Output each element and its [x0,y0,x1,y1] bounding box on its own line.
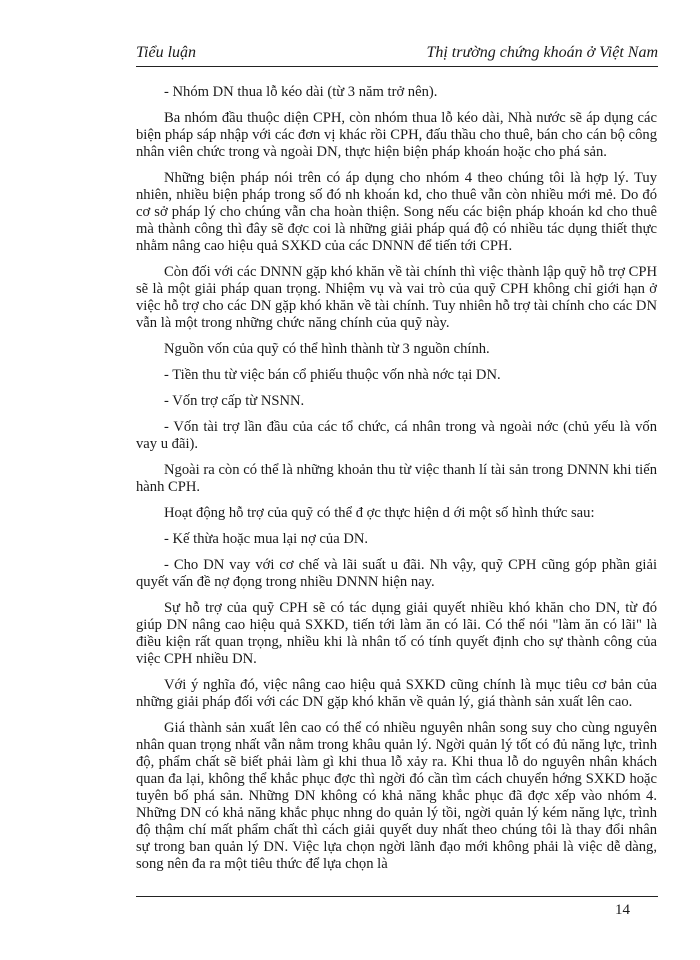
paragraph: - Kế thừa hoặc mua lại nợ của DN. [164,531,369,547]
paragraph: Ba nhóm đầu thuộc diện CPH, còn nhóm thua lỗ kéo dài, Nhà nước sẽ áp dụng các biện pháp sáp nhập với các đơn vị khác rồi CPH, đấu thầu cho thuê, bán cho cán bộ công nhân viên chức trong và ngoài DN, thực hiện biện pháp khoán hoặc cho phá sản. [136,110,657,160]
header-divider [136,66,658,67]
paragraph: - Tiền thu từ việc bán cổ phiếu thuộc vốn nhà nớc tại DN. [164,367,501,383]
paragraph: Giá thành sản xuất lên cao có thể có nhiều nguyên nhân song suy cho cùng nguyên nhân quan trọng nhất vẫn nằm trong khâu quản lý. Ngời quản lý tốt có đủ năng lực, trình độ, phẩm chất sẽ biết phải làm gì khi thua lỗ xảy ra. Khi thua lỗ do nguyên nhân khách quan đa lại, không thể khắc phục đợc thì ngời đó cần tìm cách chuyển hớng SXKD hoặc tuyên bố phá sản. Những DN không có khả năng khắc phục đã đợc xếp vào nhóm 4. Những DN có khả năng khắc phục nhng do quản lý tồi, ngời quản lý kém năng lực, trình độ thậm chí mất phẩm chất thì cách giải quyết duy nhất theo chúng tôi là thay đổi nhân sự trong ban quản lý DN. Việc lựa chọn ngời lãnh đạo mới không phải là việc dễ dàng, song nên đa ra một tiêu thức để lựa chọn là [136,720,657,872]
paragraph: Còn đối với các DNNN gặp khó khăn về tài chính thì việc thành lập quỹ hỗ trợ CPH sẽ là một giải pháp quan trọng. Nhiệm vụ và vai trò của quỹ CPH không chỉ giới hạn ở việc hỗ trợ cho các DN gặp khó khăn về tài chính. Tuy nhiên hỗ trợ tài chính cho các DN vẫn là một trong những chức năng chính của quỹ này. [136,264,657,331]
paragraph: - Vốn trợ cấp từ NSNN. [164,393,305,409]
paragraph: Ngoài ra còn có thể là những khoản thu từ việc thanh lí tài sản trong DNNN khi tiến hành CPH. [136,462,657,495]
document-body [136,84,657,882]
paragraph: Hoạt động hỗ trợ của quỹ có thể đ ợc thực hiện d ới một số hình thức sau: [164,505,595,521]
header-right-title: Thị trường chứng khoán ở Việt Nam [426,44,658,61]
paragraph: - Cho DN vay với cơ chế và lãi suất u đãi. Nh vậy, quỹ CPH cũng góp phần giải quyết vấn đề nợ đọng trong nhiều DNNN hiện nay. [136,557,657,590]
paragraph: - Nhóm DN thua lỗ kéo dài (từ 3 năm trở nên). [164,84,438,100]
paragraph: Nguồn vốn của quỹ có thể hình thành từ 3 nguồn chính. [164,341,490,357]
paragraph: - Vốn tài trợ lần đầu của các tổ chức, cá nhân trong và ngoài nớc (chủ yếu là vốn vay u đãi). [136,419,657,452]
paragraph: Với ý nghĩa đó, việc nâng cao hiệu quả SXKD cũng chính là mục tiêu cơ bản của những giải pháp đối với các DN gặp khó khăn về quản lý, giá thành sản xuất lên cao. [136,677,657,710]
header-left-title: Tiểu luận [136,44,197,61]
paragraph: Những biện pháp nói trên có áp dụng cho nhóm 4 theo chúng tôi là hợp lý. Tuy nhiên, nhiều biện pháp trong số đó nh khoán kd, cho thuê vẫn còn nhiều mới mẻ. Do đó cơ sở pháp lý cho chúng vẫn cha hoàn thiện. Song nếu các biện pháp khoán kd cho thuê mà thành công thì đây sẽ đợc coi là những giải pháp quá độ có nhiều tác dụng thiết thực nhằm nâng cao hiệu quả SXKD của các DNNN để tiến tới CPH. [136,170,657,254]
page-header [136,44,658,64]
footer-divider [136,896,658,897]
paragraph: Sự hỗ trợ của quỹ CPH sẽ có tác dụng giải quyết nhiều khó khăn cho DN, từ đó giúp DN nâng cao hiệu quả SXKD, tiến tới làm ăn có lãi. Có thể nói "làm ăn có lãi" là điều kiện rất quan trọng, nhiều khi là nhân tố có tính quyết định cho sự thành công của việc CPH nhiều DN. [136,600,657,667]
page-number: 14 [615,902,630,918]
